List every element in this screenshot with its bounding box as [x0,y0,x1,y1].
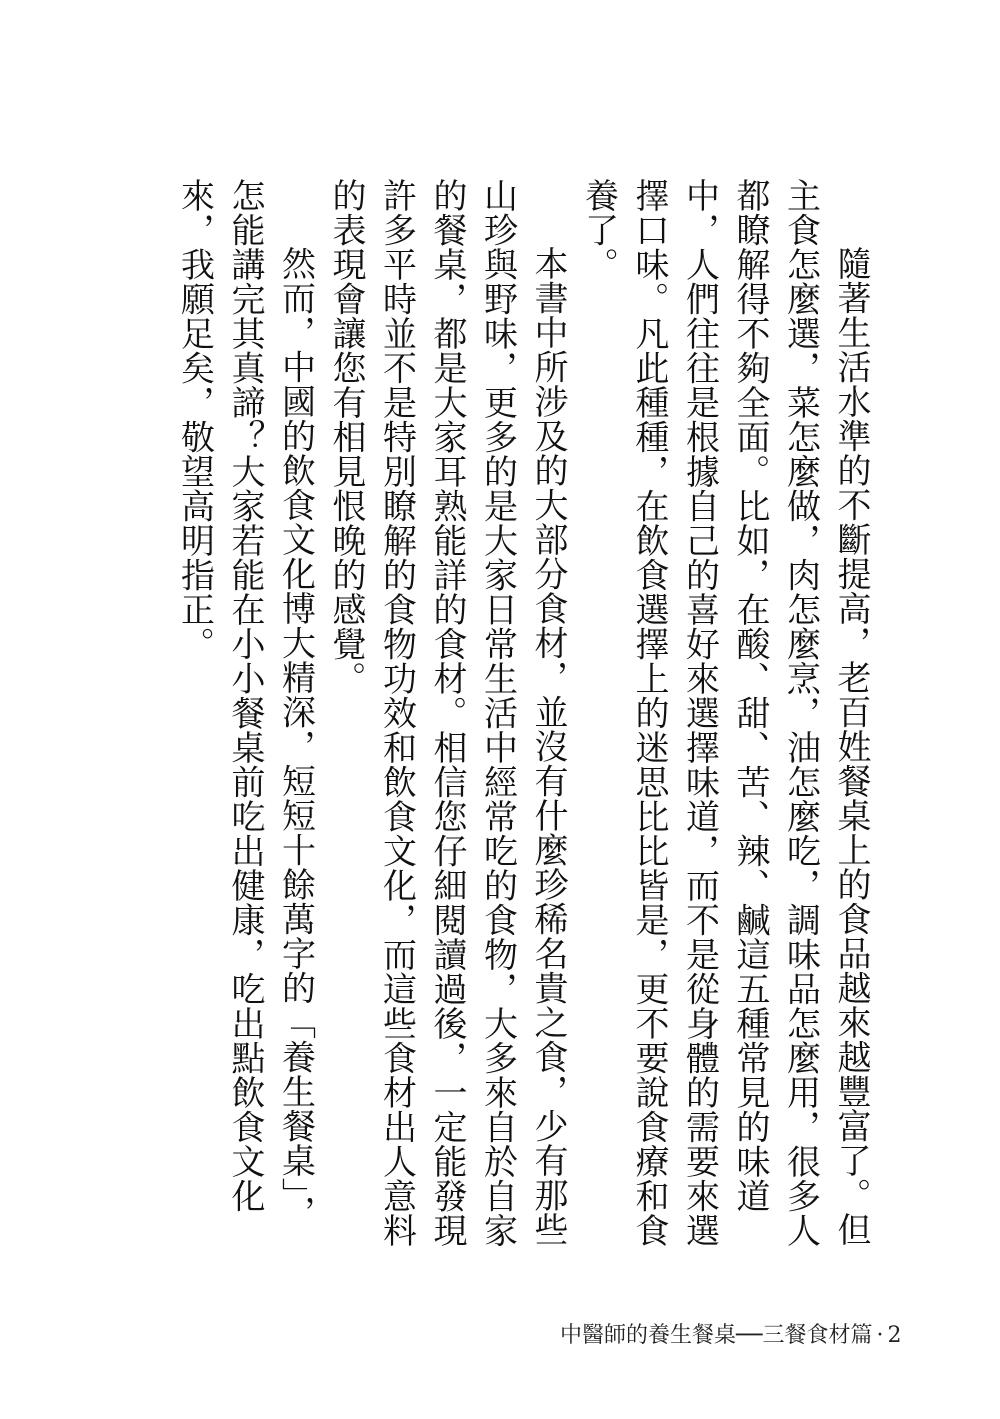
page-number: 2 [887,1323,902,1348]
paragraph-2: 本書中所涉及的大部分食材，並沒有什麼珍稀名貴之食，少有那些山珍與野味，更多的是大家日常生活中經常吃的食物，大多來自於自家的餐桌，都是大家耳熟能詳的食材。相信您仔細閱讀過後，一定能發現許多平時並不是特別瞭解的食物功效和飲食文化，而這些食材出人意料的表現會讓您有相見恨晚的感覺。 [326,178,568,1248]
footer-separator: · [876,1323,884,1348]
paragraph-1: 隨著生活水準的不斷提高，老百姓餐桌上的食品越來越豐富了。但主食怎麼選，菜怎麼做，肉怎麼烹，油怎麼吃，調味品怎麼用，很多人都瞭解得不夠全面。比如，在酸、甜、苦、辣、鹹這五種常見的味道中，人們往往是根據自己的喜好來選擇味道，而不是從身體的需要來選擇口味。凡此種種，在飲食選擇上的迷思比比皆是，更不要說食療和食養了。 [578,178,871,1248]
paragraph-3: 然而，中國的飲食文化博大精深，短短十餘萬字的「養生餐桌」，怎能講完其真諦？大家若能在小小餐桌前吃出健康，吃出點飲食文化來，我願足矣，敬望高明指正。 [174,178,316,1230]
body-text [169,178,876,1258]
page-footer [560,1316,902,1356]
running-title: 中醫師的養生餐桌──三餐食材篇 [560,1323,873,1348]
